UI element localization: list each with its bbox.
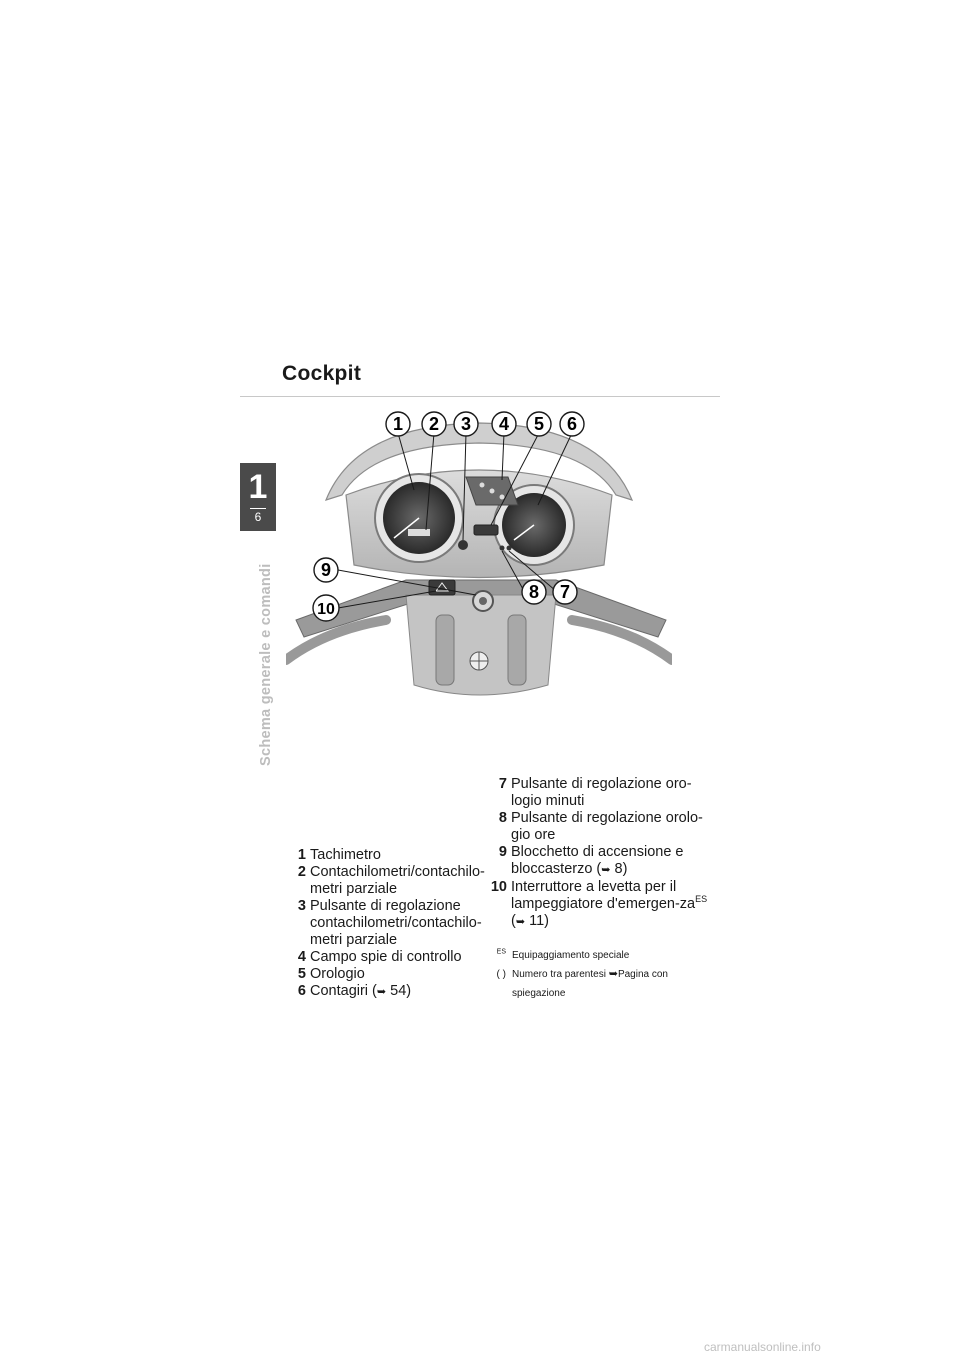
callout-3 bbox=[454, 412, 478, 436]
page-ref-arrow-icon: ➥ bbox=[601, 864, 611, 876]
legend-item: 8 Pulsante di regolazione orolo-gio ore bbox=[498, 810, 703, 843]
svg-text:1: 1 bbox=[392, 414, 404, 434]
legend-item: 9 Blocchetto di accensione e bloccasterzo (➥ 8) bbox=[498, 844, 684, 877]
page-ref-arrow-icon: ➥ bbox=[515, 916, 526, 928]
legend-item: 2 Contachilometri/contachilo-metri parziale bbox=[297, 864, 485, 897]
callout-5 bbox=[527, 412, 551, 436]
chapter-number: 1 bbox=[248, 468, 268, 506]
chapter-side-label: Schema generale e comandi bbox=[258, 563, 274, 766]
callout-8 bbox=[522, 580, 546, 604]
footnote: ( ) Numero tra parentesi ➥Pagina con spiegazione bbox=[496, 968, 668, 999]
legend-left bbox=[289, 847, 485, 1001]
watermark: carmanualsonline.info bbox=[704, 1340, 821, 1354]
callout-9 bbox=[314, 558, 338, 582]
svg-text:9: 9 bbox=[320, 560, 332, 580]
svg-text:5: 5 bbox=[533, 414, 545, 434]
svg-text:3: 3 bbox=[460, 414, 472, 434]
page-number: 6 bbox=[254, 510, 262, 524]
callout-1 bbox=[386, 412, 410, 436]
svg-text:6: 6 bbox=[566, 414, 578, 434]
legend-item: 6 Contagiri (➥ 54) bbox=[297, 983, 412, 999]
cockpit-illustration bbox=[286, 405, 672, 715]
footnote: $^{ES}$ Equipaggiamento speciale bbox=[496, 948, 630, 961]
footnotes bbox=[490, 946, 705, 1003]
svg-text:4: 4 bbox=[498, 414, 510, 434]
chapter-divider bbox=[250, 508, 266, 509]
title-rule bbox=[240, 396, 720, 397]
legend-item: 10 Interruttore a levetta per il lampeggiatore $d'emergen-za^{ES}$ (➥ 11) bbox=[490, 879, 708, 929]
svg-text:2: 2 bbox=[428, 414, 440, 434]
legend-item: 3 Pulsante di regolazione contachilometri/contachilo-metri parziale bbox=[297, 898, 482, 948]
callout-2 bbox=[422, 412, 446, 436]
callout-10 bbox=[313, 595, 339, 621]
svg-text:8: 8 bbox=[528, 582, 540, 602]
page-ref-arrow-icon: ➥ bbox=[608, 968, 618, 980]
svg-text:7: 7 bbox=[559, 582, 571, 602]
page-ref-arrow-icon: ➥ bbox=[376, 986, 387, 998]
callout-4 bbox=[492, 412, 516, 436]
legend-right bbox=[490, 776, 710, 931]
legend-item: 4 Campo spie di controllo bbox=[297, 949, 462, 965]
legend-item: 1 Tachimetro bbox=[297, 847, 381, 863]
svg-text:10: 10 bbox=[317, 601, 335, 618]
page-title: Cockpit bbox=[282, 362, 362, 385]
legend-item: 7 Pulsante di regolazione oro-logio minuti bbox=[498, 776, 692, 809]
callout-6 bbox=[560, 412, 584, 436]
legend-item: 5 Orologio bbox=[297, 966, 365, 982]
callout-7 bbox=[553, 580, 577, 604]
